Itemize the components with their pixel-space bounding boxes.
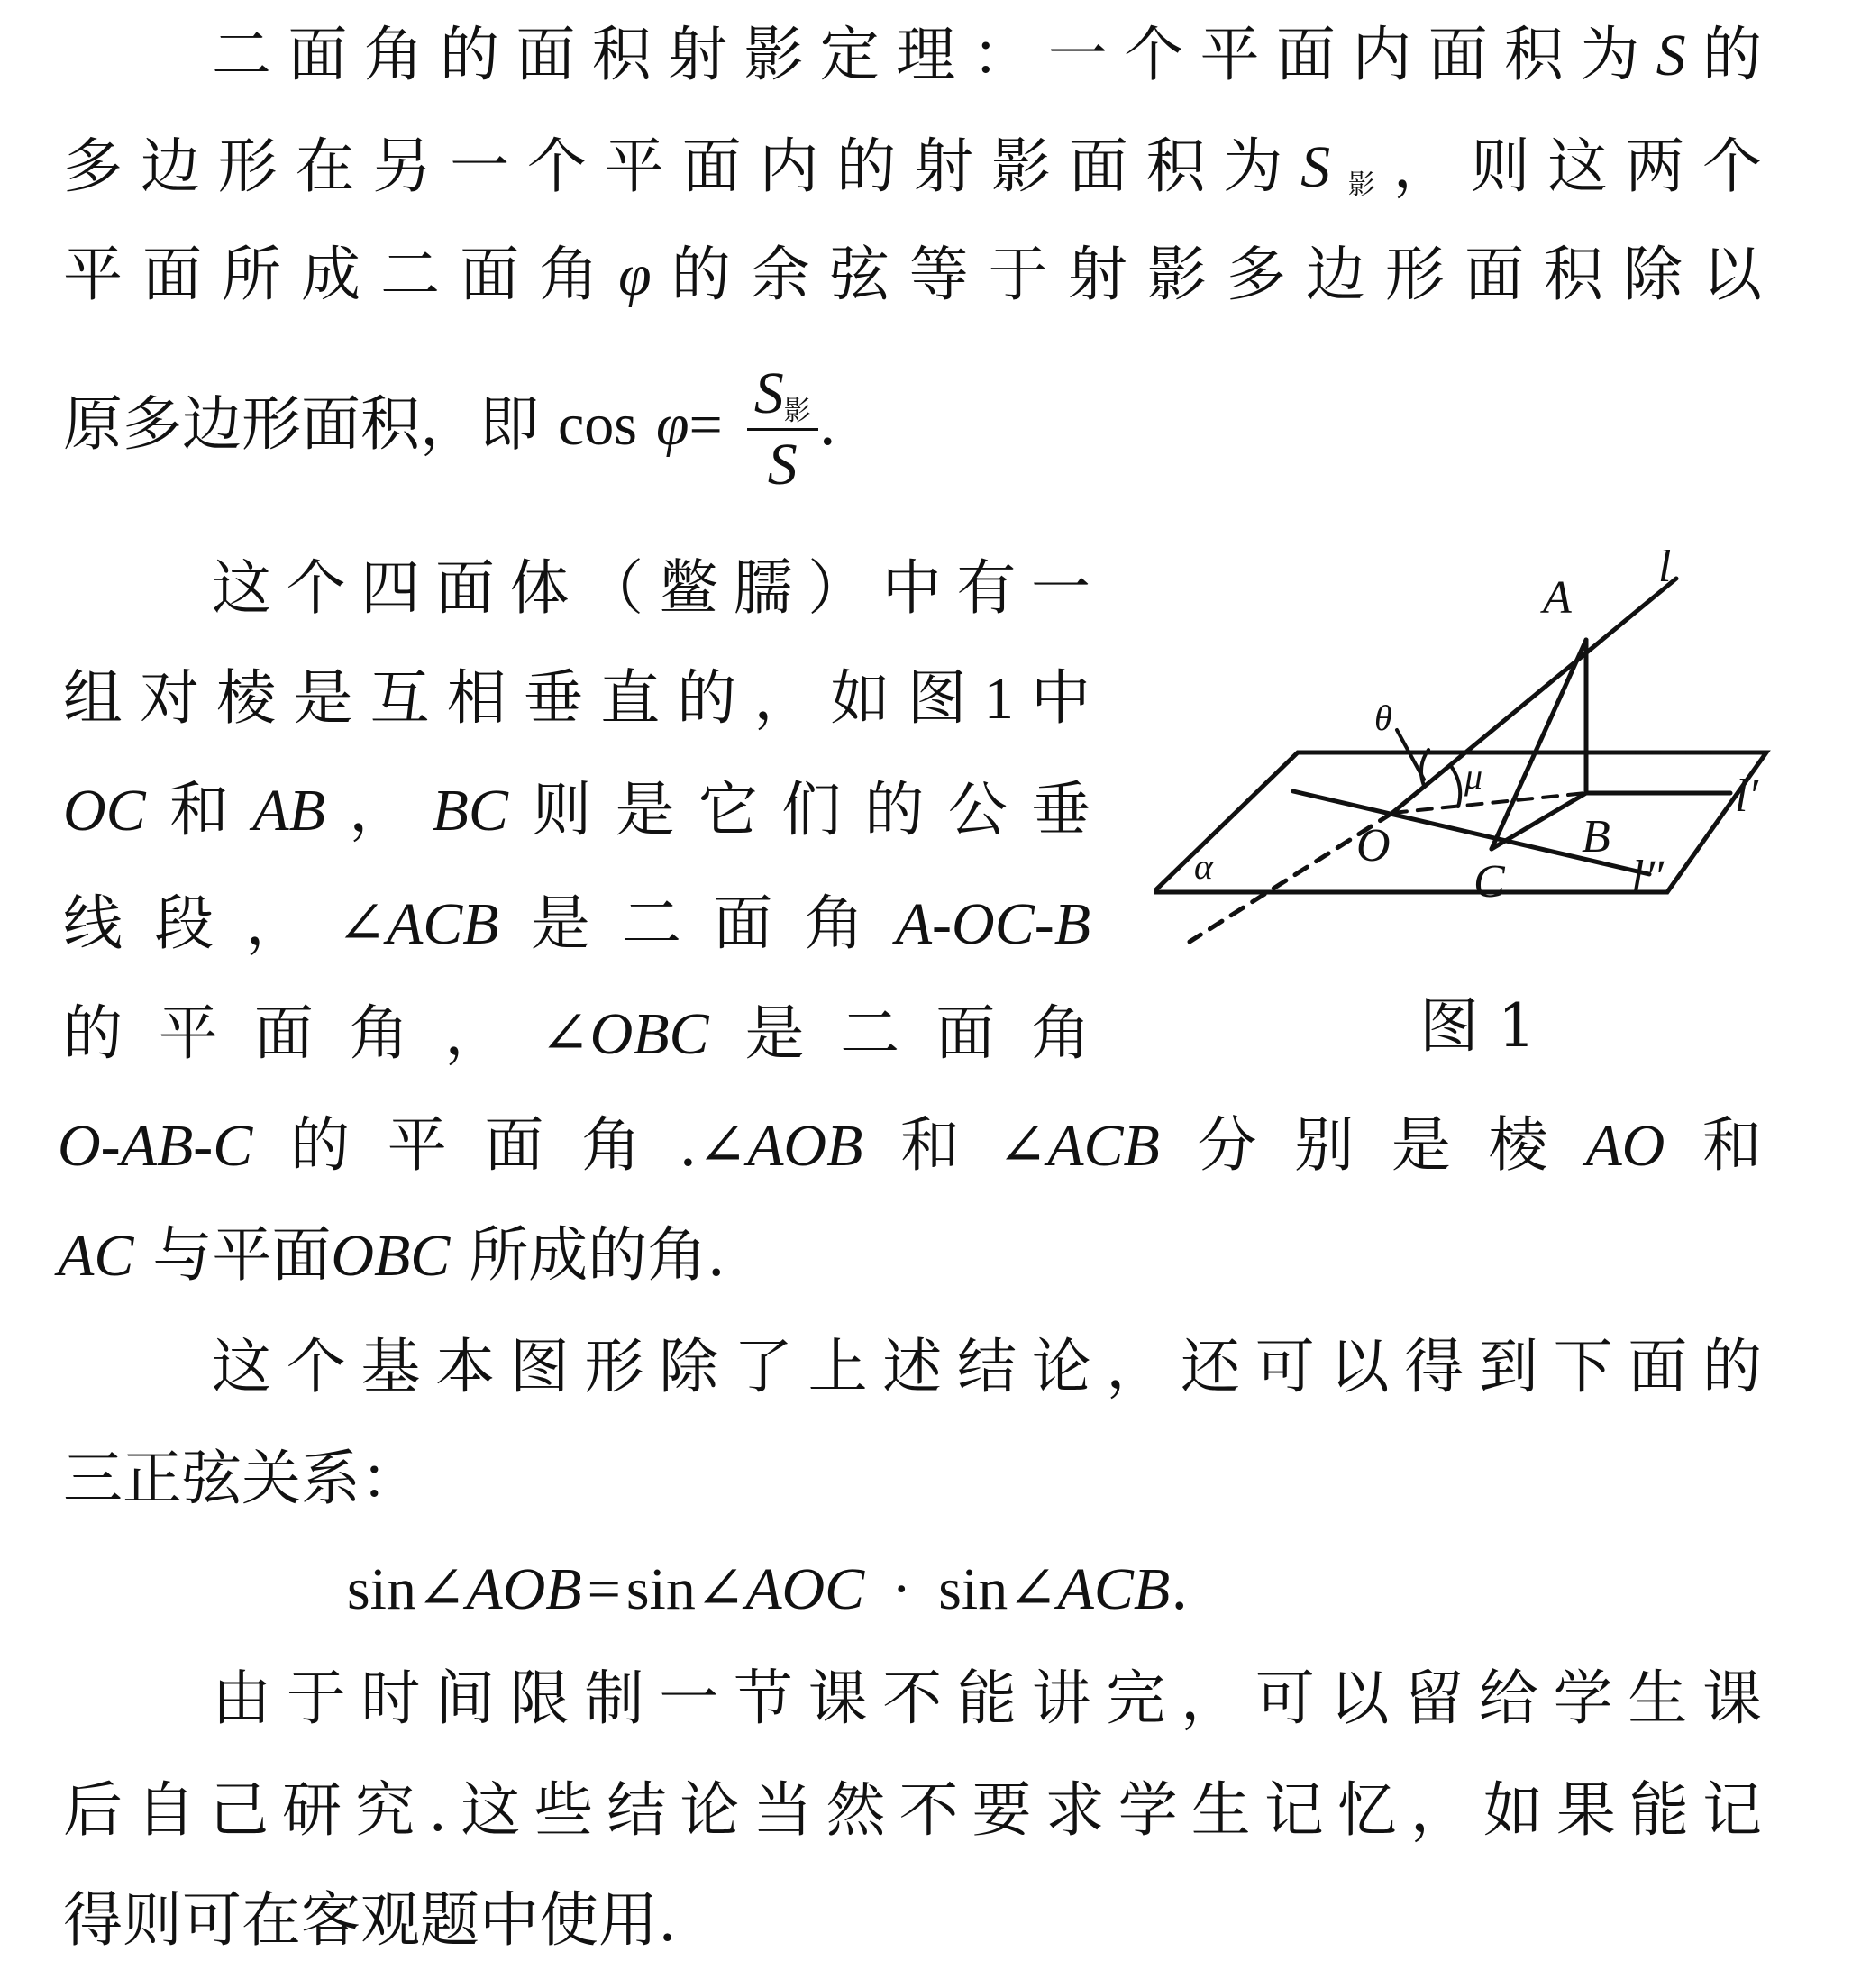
- label-theta: θ: [1374, 698, 1392, 738]
- text-run: 则是它们的公垂: [507, 775, 1091, 844]
- math-angle: ∠ACB: [997, 1113, 1160, 1179]
- math-func: sin: [625, 1556, 696, 1622]
- text-run: 是二面角: [708, 999, 1091, 1068]
- math-op: ·: [891, 1556, 912, 1622]
- text-run: 得则可在客观题中使用.: [63, 1885, 677, 1955]
- math-angle: ∠ACB: [336, 891, 499, 957]
- para2-line6: [58, 1110, 1763, 1180]
- math-var: AB: [252, 778, 325, 844]
- label-B: B: [1582, 811, 1610, 862]
- math-var: φ: [655, 391, 689, 458]
- math-angle: ∠AOB: [416, 1556, 582, 1622]
- text-run: .: [1170, 1554, 1190, 1623]
- para3-line1: [63, 1332, 1762, 1401]
- text-run: 的: [1685, 20, 1763, 89]
- text-run: 是二面角: [498, 889, 896, 958]
- para2-line4: [63, 889, 1091, 958]
- math-var: BC: [432, 778, 508, 844]
- math-var: S: [753, 360, 784, 426]
- text-run: 的余弦等于射影多边形面积除以: [651, 240, 1763, 309]
- text-run: 组对棱是互相垂直的，如图: [63, 663, 984, 733]
- label-O: O: [1356, 820, 1391, 871]
- figure-1-tetrahedron: [1154, 550, 1793, 1018]
- text-run: 中: [1013, 663, 1091, 733]
- math-var: OBC: [331, 1223, 451, 1289]
- math-var: S: [1300, 134, 1331, 200]
- label-alpha: α: [1194, 846, 1213, 887]
- math-op: =: [587, 1556, 621, 1622]
- math-var: AO: [1585, 1113, 1665, 1179]
- plane-alpha: [1154, 752, 1766, 892]
- math-angle: ∠ACB: [1008, 1556, 1171, 1622]
- text-run: 三正弦关系：: [63, 1444, 420, 1513]
- fraction-numerator: [747, 359, 818, 431]
- subscript: 影: [1330, 169, 1393, 201]
- line-l: [1392, 579, 1676, 813]
- math-var: S: [1656, 23, 1686, 88]
- text-run: 的平面角.: [252, 1110, 698, 1180]
- text-run: 这个四面体（鳖臑）中有一: [212, 553, 1090, 623]
- text-run: 线段，: [63, 889, 337, 958]
- label-A: A: [1543, 572, 1572, 624]
- label-l-prime: l′: [1735, 771, 1758, 822]
- text-run: 和: [145, 775, 253, 844]
- text-run: 由于时间限制一节课不能讲完，可以留给学生课: [212, 1664, 1762, 1733]
- text-run: 多边形在另一个平面内的射影面积为: [63, 132, 1301, 201]
- para3-line2: [63, 1444, 420, 1513]
- math-op: =: [689, 391, 723, 458]
- subscript: 影: [783, 396, 811, 427]
- math-angle: ∠OBC: [540, 1001, 709, 1067]
- para2-line7: [58, 1220, 726, 1290]
- para4-line2: [63, 1775, 1762, 1845]
- para4-line3: [63, 1885, 677, 1955]
- fraction-denominator: S: [767, 431, 798, 497]
- para1-line2: [63, 132, 1763, 201]
- para1-line4: [63, 359, 837, 499]
- para4-line1: [63, 1664, 1762, 1733]
- math-expr: A-OC-B: [895, 891, 1091, 957]
- label-mu: μ: [1464, 756, 1483, 797]
- para2-line1: [63, 553, 1090, 623]
- text-run: 与平面: [152, 1220, 332, 1290]
- text-run: 和: [862, 1110, 998, 1180]
- label-C: C: [1473, 856, 1505, 907]
- math-angle: ∠AOB: [697, 1113, 863, 1179]
- para2-line5: [63, 999, 1091, 1068]
- text-run: ，: [324, 775, 433, 844]
- label-l-double-prime: l″: [1631, 852, 1665, 903]
- text-run: 后自己研究.这些结论当然不要求学生记忆，如果能记: [63, 1775, 1762, 1845]
- text-run: ，则这两个: [1392, 132, 1763, 201]
- label-l: l: [1658, 550, 1672, 592]
- para2-line3: [63, 775, 1091, 844]
- text-run: 的平面角，: [63, 999, 541, 1068]
- number: 1: [983, 666, 1014, 732]
- para1-line1: [63, 20, 1763, 89]
- fraction: [747, 359, 818, 499]
- figure-caption: 图 1: [1419, 991, 1536, 1061]
- arc-mu: [1451, 766, 1460, 807]
- text-run: 分别是棱: [1159, 1110, 1586, 1180]
- math-angle: ∠AOC: [695, 1556, 865, 1622]
- figure-diagram: [1154, 550, 1793, 1018]
- math-func: sin: [347, 1556, 417, 1622]
- three-sines-formula: [347, 1554, 1190, 1623]
- para1-line3: [63, 240, 1763, 309]
- math-var: AC: [58, 1223, 134, 1289]
- text-run: 二面角的面积射影定理：一个平面内面积为: [212, 20, 1656, 89]
- text-run: .: [817, 388, 837, 459]
- math-expr: O-AB-C: [58, 1113, 253, 1179]
- math-var: φ: [618, 242, 652, 308]
- text-run: 和: [1665, 1110, 1763, 1180]
- math-func: cos: [557, 391, 637, 458]
- text-run: 这个基本图形除了上述结论，还可以得到下面的: [212, 1332, 1762, 1401]
- text-run: 原多边形面积，即: [63, 388, 539, 459]
- segment-AC: [1492, 640, 1586, 849]
- math-var: OC: [63, 778, 146, 844]
- text-run: 平面所成二面角: [63, 240, 619, 309]
- math-func: sin: [938, 1556, 1008, 1622]
- para2-line2: [63, 663, 1091, 733]
- text-run: 所成的角.: [469, 1220, 726, 1290]
